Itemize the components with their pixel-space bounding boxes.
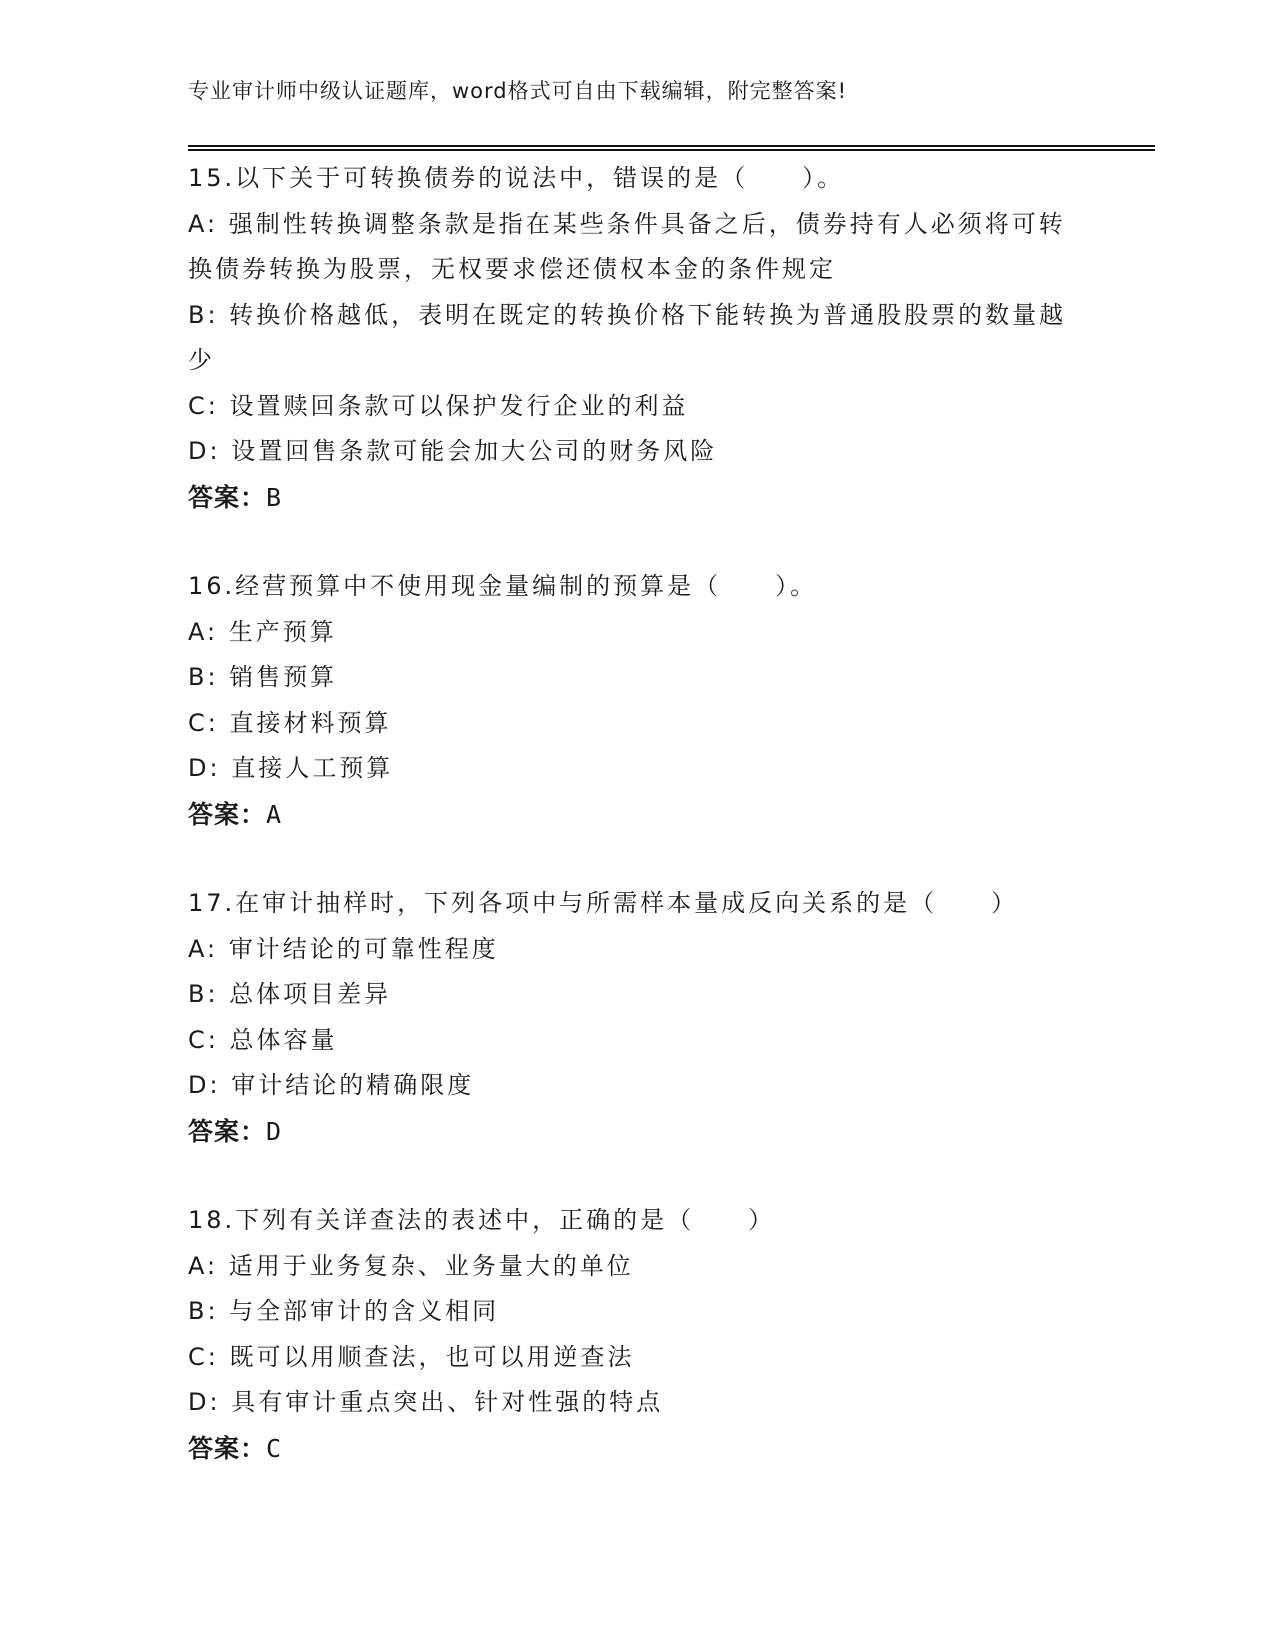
option-a: A: 生产预算 [188,617,337,646]
option-d: D: 审计结论的精确限度 [188,1071,475,1099]
answer-line [188,1109,1088,1155]
option-d: D: 设置回售条款可能会加大公司的财务风险 [188,437,718,465]
option-d: D: 直接人工预算 [188,754,394,782]
option-a: A: 强制性转换调整条款是指在某些条件具备之后，债券持有人必须将可转换债券转换为股票，无权要求偿还债权本金的条件规定 [188,209,1066,283]
question-stem: 18.下列有关详查法的表述中，正确的是（ ） [188,1206,776,1234]
answer-line [188,1426,1088,1472]
question-stem: 16.经营预算中不使用现金量编制的预算是（ ）。 [188,572,818,600]
answer-label: 答案： [188,1433,267,1463]
option-b: B: 与全部审计的含义相同 [188,1297,500,1325]
answer-label: 答案： [188,482,267,512]
option-c: C: 设置赎回条款可以保护发行企业的利益 [188,391,689,420]
page-header: 专业审计师中级认证题库，word格式可自由下载编辑，附完整答案! [188,79,848,103]
option-a: A: 审计结论的可靠性程度 [188,934,499,963]
question-list [188,156,1088,1471]
header-double-rule [188,145,1155,151]
option-a: A: 适用于业务复杂、业务量大的单位 [188,1251,634,1280]
question-15 [188,156,1088,520]
option-b: B: 总体项目差异 [188,980,392,1008]
question-18 [188,1198,1088,1471]
option-b: B: 转换价格越低，表明在既定的转换价格下能转换为普通股股票的数量越少 [188,300,1067,374]
answer-line [188,792,1088,838]
answer-value: B [266,482,283,512]
answer-label: 答案： [188,1116,267,1146]
option-c: C: 直接材料预算 [188,708,392,737]
answer-value: C [266,1433,283,1463]
answer-label: 答案： [188,799,267,829]
option-c: C: 总体容量 [188,1025,338,1054]
answer-value: D [266,1116,283,1146]
question-16 [188,564,1088,837]
question-17 [188,881,1088,1154]
answer-line [188,475,1088,521]
option-b: B: 销售预算 [188,663,338,691]
question-stem: 17.在审计抽样时，下列各项中与所需样本量成反向关系的是（ ） [188,889,1019,917]
question-stem: 15.以下关于可转换债券的说法中，错误的是（ ）。 [188,164,845,192]
answer-value: A [266,799,283,829]
option-c: C: 既可以用顺查法，也可以用逆查法 [188,1342,635,1371]
option-d: D: 具有审计重点突出、针对性强的特点 [188,1388,664,1416]
